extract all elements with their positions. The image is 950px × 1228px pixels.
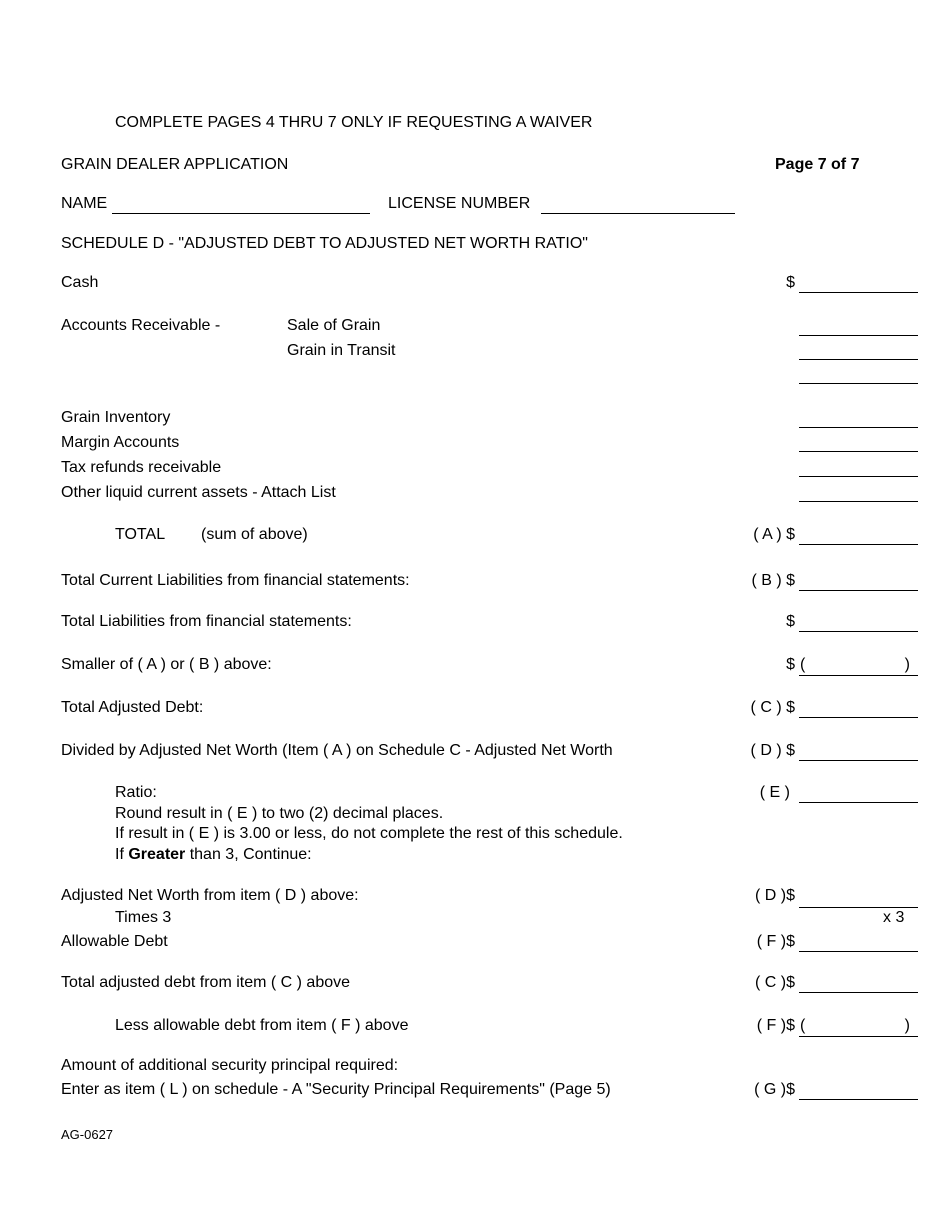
smaller-of-marker: $ — [786, 656, 795, 673]
cash-field[interactable] — [799, 292, 918, 293]
ratio-field[interactable] — [799, 802, 918, 803]
divided-by-marker: ( D ) $ — [750, 742, 795, 759]
close-paren: ) — [904, 656, 910, 673]
divided-by-label: Divided by Adjusted Net Worth (Item ( A ) on Schedule C - Adjusted Net Worth — [61, 742, 613, 759]
receivable-subtotal-field[interactable] — [799, 383, 918, 384]
waiver-notice: COMPLETE PAGES 4 THRU 7 ONLY IF REQUESTING A WAIVER — [115, 114, 593, 131]
total-adjusted-debt-label: Total Adjusted Debt: — [61, 699, 204, 716]
total-liabilities-marker: $ — [786, 613, 795, 630]
adjusted-net-worth-marker: ( D )$ — [755, 887, 795, 904]
total-adjusted-debt-c-field[interactable] — [799, 992, 918, 993]
schedule-title: SCHEDULE D - "ADJUSTED DEBT TO ADJUSTED NET WORTH RATIO" — [61, 235, 588, 252]
adjusted-net-worth-label: Adjusted Net Worth from item ( D ) above: — [61, 887, 359, 904]
total-adjusted-debt-c-label: Total adjusted debt from item ( C ) above — [61, 974, 351, 991]
name-label: NAME — [61, 195, 108, 212]
form-number: AG-0627 — [61, 1127, 114, 1142]
close-paren: ) — [904, 1017, 910, 1034]
cash-label: Cash — [61, 274, 99, 291]
cash-dollar-sign: $ — [786, 274, 795, 291]
margin-accounts-field[interactable] — [799, 451, 918, 452]
accounts-receivable-label: Accounts Receivable - — [61, 317, 221, 334]
ratio-instruction-1: Round result in ( E ) to two (2) decimal places. — [115, 805, 444, 822]
ratio-label: Ratio: — [115, 784, 157, 801]
sale-of-grain-field[interactable] — [799, 335, 918, 336]
total-adjusted-debt-field[interactable] — [799, 717, 918, 718]
total-liabilities-field[interactable] — [799, 631, 918, 632]
enter-as-item-l-label: Enter as item ( L ) on schedule - A "Security Principal Requirements" (Page 5) — [61, 1081, 611, 1098]
grain-in-transit-field[interactable] — [799, 359, 918, 360]
less-allowable-debt-label: Less allowable debt from item ( F ) above — [115, 1017, 409, 1034]
allowable-debt-field[interactable] — [799, 951, 918, 952]
tax-refunds-field[interactable] — [799, 476, 918, 477]
less-allowable-debt-marker: ( F )$ — [756, 1017, 795, 1034]
current-liabilities-field[interactable] — [799, 590, 918, 591]
other-liquid-assets-label: Other liquid current assets - Attach List — [61, 484, 336, 501]
grain-in-transit-label: Grain in Transit — [287, 342, 396, 359]
total-a-marker: ( A ) $ — [753, 526, 795, 543]
times-three-label: Times 3 — [115, 909, 172, 926]
total-label: TOTAL — [115, 526, 166, 543]
page-number: Page 7 of 7 — [775, 156, 860, 173]
less-allowable-debt-field[interactable] — [799, 1016, 918, 1037]
current-liabilities-label: Total Current Liabilities from financial statements: — [61, 572, 410, 589]
current-liabilities-marker: ( B ) $ — [751, 572, 795, 589]
form-title: GRAIN DEALER APPLICATION — [61, 156, 289, 173]
ratio-instruction-3: If Greater than 3, Continue: — [115, 846, 312, 863]
license-number-field[interactable] — [541, 213, 735, 214]
grain-inventory-label: Grain Inventory — [61, 409, 171, 426]
smaller-of-field[interactable] — [799, 655, 918, 676]
ratio-instruction-2: If result in ( E ) is 3.00 or less, do not complete the rest of this schedule. — [115, 825, 623, 842]
other-liquid-assets-field[interactable] — [799, 501, 918, 502]
name-field[interactable] — [112, 213, 370, 214]
allowable-debt-label: Allowable Debt — [61, 933, 168, 950]
allowable-debt-marker: ( F )$ — [756, 933, 795, 950]
margin-accounts-label: Margin Accounts — [61, 434, 180, 451]
total-adjusted-debt-c-marker: ( C )$ — [755, 974, 795, 991]
total-a-field[interactable] — [799, 544, 918, 545]
open-paren: ( — [800, 1017, 806, 1034]
adjusted-net-worth-field[interactable] — [799, 760, 918, 761]
total-liabilities-label: Total Liabilities from financial statements: — [61, 613, 352, 630]
grain-inventory-field[interactable] — [799, 427, 918, 428]
open-paren: ( — [800, 656, 806, 673]
additional-security-field[interactable] — [799, 1099, 918, 1100]
license-number-label: LICENSE NUMBER — [388, 195, 531, 212]
sum-of-above-label: (sum of above) — [201, 526, 308, 543]
ratio-marker: ( E ) — [759, 784, 790, 801]
tax-refunds-label: Tax refunds receivable — [61, 459, 222, 476]
additional-security-label: Amount of additional security principal required: — [61, 1057, 399, 1074]
times-three-value: x 3 — [883, 909, 905, 926]
total-adjusted-debt-marker: ( C ) $ — [750, 699, 795, 716]
smaller-of-label: Smaller of ( A ) or ( B ) above: — [61, 656, 272, 673]
additional-security-marker: ( G )$ — [754, 1081, 795, 1098]
sale-of-grain-label: Sale of Grain — [287, 317, 381, 334]
